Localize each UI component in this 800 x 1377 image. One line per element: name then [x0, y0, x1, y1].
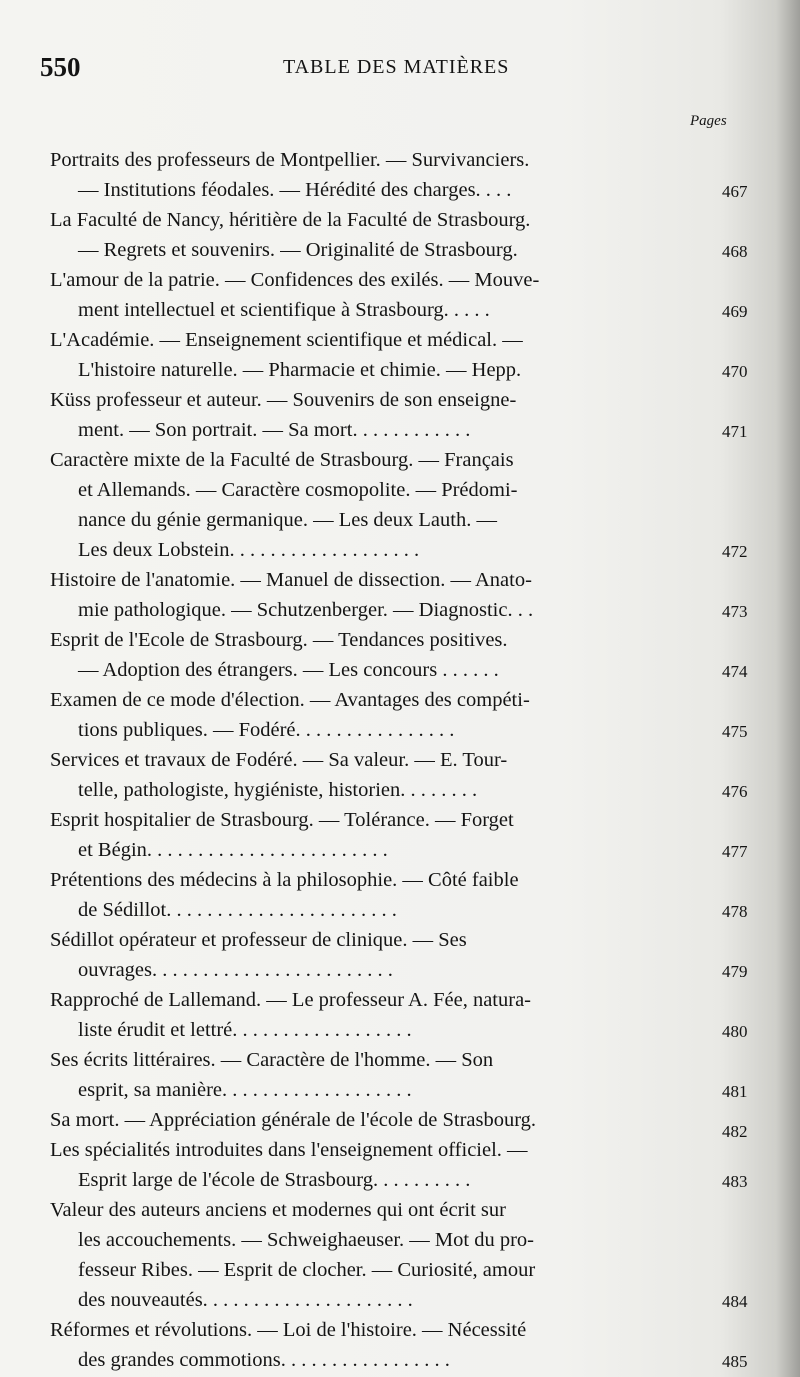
toc-entry-line	[0, 1165, 800, 1195]
toc-entry	[0, 925, 800, 985]
page-reference: 469	[722, 302, 748, 321]
entry-text: Portraits des professeurs de Montpellier. — Survivanciers.	[50, 149, 530, 171]
entry-text: Esprit de l'Ecole de Strasbourg. — Tendances positives.	[50, 629, 508, 651]
entry-text: des nouveautés. . . . . . . . . . . . . . . . . . . . .	[78, 1289, 413, 1311]
pages-column-label: Pages	[690, 113, 727, 129]
toc-entry-line	[0, 1105, 800, 1141]
toc-entry	[0, 685, 800, 745]
entry-text: Valeur des auteurs anciens et modernes qui ont écrit sur	[50, 1199, 506, 1221]
entry-text: Les spécialités introduites dans l'enseignement officiel. —	[50, 1139, 528, 1161]
page-reference: 468	[722, 242, 748, 261]
entry-text: Les deux Lobstein. . . . . . . . . . . . . . . . . . .	[78, 539, 420, 561]
entry-text: et Bégin. . . . . . . . . . . . . . . . . . . . . . . .	[78, 839, 388, 861]
toc-entry	[0, 325, 800, 385]
entry-text: Sédillot opérateur et professeur de clinique. — Ses	[50, 929, 467, 951]
entry-text: Küss professeur et auteur. — Souvenirs de son enseigne-	[50, 389, 517, 411]
toc-entry-line	[0, 955, 800, 985]
entry-text: les accouchements. — Schweighaeuser. — Mot du pro-	[78, 1229, 535, 1251]
toc-entry-line	[0, 1135, 800, 1165]
page-reference: 484	[722, 1292, 748, 1311]
entry-text: La Faculté de Nancy, héritière de la Faculté de Strasbourg.	[50, 209, 531, 231]
toc-entry-line	[0, 505, 800, 535]
page-reference: 480	[722, 1022, 748, 1041]
toc-entry-line	[0, 805, 800, 835]
entry-text: liste érudit et lettré. . . . . . . . . . . . . . . . . .	[78, 1019, 412, 1041]
toc-entry-line	[0, 235, 800, 265]
entry-text: telle, pathologiste, hygiéniste, historien. . . . . . . .	[78, 779, 478, 801]
entry-text: — Regrets et souvenirs. — Originalité de Strasbourg.	[78, 239, 518, 261]
page-reference: 472	[722, 542, 748, 561]
entry-text: ouvrages. . . . . . . . . . . . . . . . . . . . . . . .	[78, 959, 393, 981]
toc-entry-line	[0, 715, 800, 745]
toc-entry-line	[0, 1045, 800, 1075]
toc-entry-line	[0, 475, 800, 505]
toc-entry	[0, 625, 800, 685]
toc-entry-line	[0, 445, 800, 475]
page-reference: 475	[722, 722, 748, 741]
entry-text: Caractère mixte de la Faculté de Strasbourg. — Français	[50, 449, 514, 471]
entry-text: L'histoire naturelle. — Pharmacie et chimie. — Hepp.	[78, 359, 522, 381]
toc-entry	[0, 985, 800, 1045]
page-reference: 470	[722, 362, 748, 381]
page-reference: 483	[722, 1172, 748, 1191]
entry-text: mie pathologique. — Schutzenberger. — Diagnostic. . .	[78, 599, 534, 621]
entry-text: ment. — Son portrait. — Sa mort. . . . . . . . . . . .	[78, 419, 471, 441]
page-number: 550	[40, 52, 81, 82]
toc-entry-line	[0, 1225, 800, 1255]
toc-entry-line	[0, 1015, 800, 1045]
toc-entry	[0, 565, 800, 625]
page-reference: 481	[722, 1082, 748, 1101]
entry-text: esprit, sa manière. . . . . . . . . . . . . . . . . . .	[78, 1079, 412, 1101]
page-reference: 474	[722, 662, 748, 681]
toc-entry	[0, 445, 800, 565]
toc-entry-line	[0, 355, 800, 385]
toc-entry	[0, 865, 800, 925]
page-reference: 478	[722, 902, 748, 921]
entry-text: de Sédillot. . . . . . . . . . . . . . . . . . . . . . .	[78, 899, 397, 921]
toc-entry-line	[0, 1195, 800, 1225]
toc-entry-line	[0, 865, 800, 895]
entry-text: ment intellectuel et scientifique à Strasbourg. . . . .	[78, 299, 490, 321]
page-header	[0, 52, 800, 88]
toc-entry-line	[0, 985, 800, 1015]
toc-entry-line	[0, 535, 800, 565]
entry-text: L'Académie. — Enseignement scientifique et médical. —	[50, 329, 523, 351]
page-reference: 477	[722, 842, 748, 861]
toc-entry-line	[0, 1285, 800, 1315]
toc-entry	[0, 1195, 800, 1315]
entry-text: Esprit large de l'école de Strasbourg. . . . . . . . . .	[78, 1169, 471, 1191]
toc-entry-line	[0, 175, 800, 205]
toc-entry	[0, 265, 800, 325]
entry-text: Esprit hospitalier de Strasbourg. — Tolérance. — Forget	[50, 809, 514, 831]
entry-text: Histoire de l'anatomie. — Manuel de dissection. — Anato-	[50, 569, 532, 591]
toc-entry-line	[0, 595, 800, 625]
entry-text: Sa mort. — Appréciation générale de l'école de Strasbourg.	[50, 1109, 537, 1131]
entry-text: — Institutions féodales. — Hérédité des charges. . . .	[78, 179, 512, 201]
toc-entry	[0, 1105, 800, 1141]
entry-text: Services et travaux de Fodéré. — Sa valeur. — E. Tour-	[50, 749, 508, 771]
toc-entry	[0, 205, 800, 265]
toc-entry	[0, 1315, 800, 1375]
entry-text: L'amour de la patrie. — Confidences des exilés. — Mouve-	[50, 269, 540, 291]
toc-entry-line	[0, 145, 800, 175]
entry-text: et Allemands. — Caractère cosmopolite. — Prédomi-	[78, 479, 518, 501]
page-reference: 479	[722, 962, 748, 981]
toc-entry-line	[0, 685, 800, 715]
toc-entry-line	[0, 1345, 800, 1375]
page-reference: 467	[722, 182, 748, 201]
entry-text: nance du génie germanique. — Les deux Lauth. —	[78, 509, 497, 531]
entry-text: Rapproché de Lallemand. — Le professeur A. Fée, natura-	[50, 989, 531, 1011]
toc-entry-line	[0, 625, 800, 655]
toc-entry	[0, 745, 800, 805]
toc-entry-line	[0, 835, 800, 865]
entry-text: Examen de ce mode d'élection. — Avantages des compéti-	[50, 689, 530, 711]
toc-entry-line	[0, 895, 800, 925]
toc-entry-line	[0, 265, 800, 295]
toc-entry-line	[0, 925, 800, 955]
page-reference: 473	[722, 602, 748, 621]
toc-entry-line	[0, 415, 800, 445]
toc-entry-line	[0, 1255, 800, 1285]
page-reference: 485	[722, 1352, 748, 1371]
toc-entry	[0, 1135, 800, 1195]
toc-entry-line	[0, 565, 800, 595]
entry-text: fesseur Ribes. — Esprit de clocher. — Curiosité, amour	[78, 1259, 536, 1281]
page-reference: 482	[722, 1122, 748, 1141]
toc-entry-line	[0, 775, 800, 805]
toc-entry	[0, 1045, 800, 1105]
toc-entry-line	[0, 1315, 800, 1345]
toc-entry-line	[0, 205, 800, 235]
entry-text: Ses écrits littéraires. — Caractère de l'homme. — Son	[50, 1049, 494, 1071]
entry-text: des grandes commotions. . . . . . . . . . . . . . . . .	[78, 1349, 450, 1371]
entry-text: — Adoption des étrangers. — Les concours . . . . . .	[78, 659, 499, 681]
running-title: TABLE DES MATIÈRES	[283, 56, 510, 78]
entry-text: tions publiques. — Fodéré. . . . . . . . . . . . . . . .	[78, 719, 455, 741]
toc-entry-line	[0, 745, 800, 775]
toc-entry	[0, 145, 800, 205]
toc-entry-line	[0, 325, 800, 355]
toc-entry-line	[0, 655, 800, 685]
table-of-contents	[0, 145, 800, 1375]
page-reference: 476	[722, 782, 748, 801]
page-reference: 471	[722, 422, 748, 441]
toc-entry	[0, 805, 800, 865]
toc-entry	[0, 385, 800, 445]
entry-text: Réformes et révolutions. — Loi de l'histoire. — Nécessité	[50, 1319, 527, 1341]
toc-entry-line	[0, 385, 800, 415]
toc-entry-line	[0, 1075, 800, 1105]
entry-text: Prétentions des médecins à la philosophie. — Côté faible	[50, 869, 519, 891]
toc-entry-line	[0, 295, 800, 325]
